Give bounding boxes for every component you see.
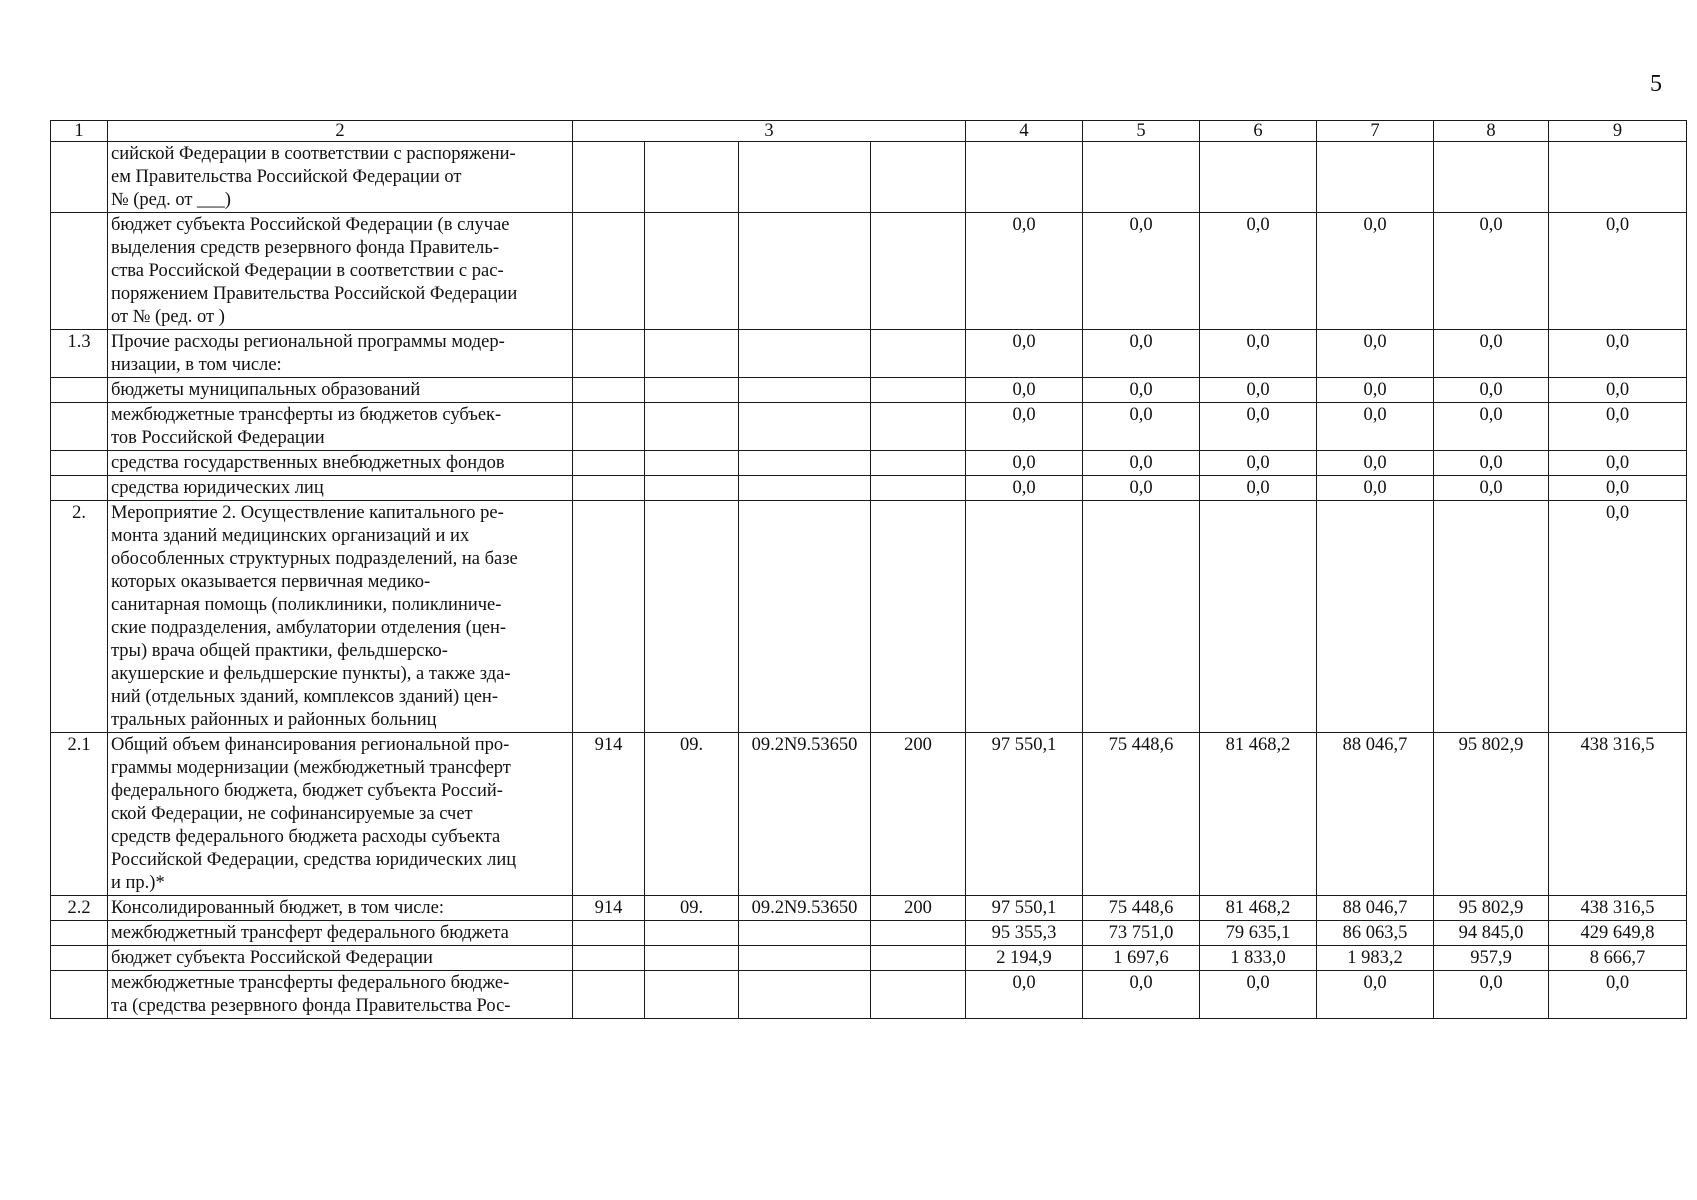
value-col-9: 438 316,5	[1549, 733, 1687, 896]
value-col-8: 0,0	[1434, 378, 1549, 403]
table-row	[51, 946, 1687, 971]
value-col-9: 438 316,5	[1549, 896, 1687, 921]
table-row	[51, 971, 1687, 1019]
row-description: межбюджетные трансферты федерального бюдже- та (средства резервного фонда Правительства Рос-	[108, 971, 573, 1019]
value-col-8: 95 802,9	[1434, 896, 1549, 921]
header-col-4: 4	[966, 121, 1083, 142]
row-description: средства юридических лиц	[108, 476, 573, 501]
row-number	[51, 403, 108, 451]
value-col-4: 0,0	[966, 971, 1083, 1019]
value-col-5	[1083, 501, 1200, 733]
code-chapter	[573, 921, 645, 946]
value-col-5: 73 751,0	[1083, 921, 1200, 946]
value-col-8: 0,0	[1434, 403, 1549, 451]
value-col-5	[1083, 142, 1200, 213]
value-col-4: 97 550,1	[966, 733, 1083, 896]
code-section	[645, 946, 739, 971]
header-col-2: 2	[108, 121, 573, 142]
row-number	[51, 378, 108, 403]
row-number	[51, 142, 108, 213]
value-col-5: 0,0	[1083, 451, 1200, 476]
value-col-6: 81 468,2	[1200, 733, 1317, 896]
value-col-9: 0,0	[1549, 451, 1687, 476]
row-description: бюджет субъекта Российской Федерации (в случае выделения средств резервного фонда Правитель- ства Российской Федерации в соответствии с рас- поряжением Правительства Российской Федерации от № (ред. от )	[108, 213, 573, 330]
code-chapter	[573, 403, 645, 451]
value-col-9: 0,0	[1549, 403, 1687, 451]
code-expense-type	[871, 213, 966, 330]
value-col-6: 0,0	[1200, 213, 1317, 330]
code-chapter	[573, 142, 645, 213]
header-row	[51, 121, 1687, 142]
value-col-6	[1200, 501, 1317, 733]
value-col-6: 0,0	[1200, 378, 1317, 403]
value-col-6: 0,0	[1200, 476, 1317, 501]
value-col-5: 0,0	[1083, 403, 1200, 451]
row-description: межбюджетный трансферт федерального бюджета	[108, 921, 573, 946]
code-target-item	[739, 142, 871, 213]
value-col-4: 95 355,3	[966, 921, 1083, 946]
value-col-4	[966, 142, 1083, 213]
row-description: сийской Федерации в соответствии с распоряжени- ем Правительства Российской Федерации от № (ред. от ___)	[108, 142, 573, 213]
code-target-item	[739, 403, 871, 451]
row-number	[51, 451, 108, 476]
value-col-8	[1434, 501, 1549, 733]
header-col-1: 1	[51, 121, 108, 142]
code-expense-type	[871, 946, 966, 971]
row-description: средства государственных внебюджетных фондов	[108, 451, 573, 476]
table-row	[51, 330, 1687, 378]
value-col-5: 0,0	[1083, 330, 1200, 378]
value-col-4: 0,0	[966, 330, 1083, 378]
code-target-item	[739, 921, 871, 946]
table-row	[51, 921, 1687, 946]
table-row	[51, 896, 1687, 921]
value-col-7: 0,0	[1317, 403, 1434, 451]
code-chapter	[573, 501, 645, 733]
value-col-8: 957,9	[1434, 946, 1549, 971]
table-row	[51, 403, 1687, 451]
value-col-9: 0,0	[1549, 476, 1687, 501]
value-col-4: 0,0	[966, 378, 1083, 403]
value-col-8: 0,0	[1434, 330, 1549, 378]
row-number	[51, 971, 108, 1019]
value-col-4: 2 194,9	[966, 946, 1083, 971]
code-target-item	[739, 330, 871, 378]
code-expense-type	[871, 501, 966, 733]
code-target-item	[739, 971, 871, 1019]
code-expense-type	[871, 451, 966, 476]
value-col-7: 88 046,7	[1317, 896, 1434, 921]
row-number	[51, 476, 108, 501]
value-col-7: 0,0	[1317, 378, 1434, 403]
code-section	[645, 921, 739, 946]
code-target-item: 09.2N9.53650	[739, 733, 871, 896]
value-col-5: 0,0	[1083, 213, 1200, 330]
value-col-8	[1434, 142, 1549, 213]
row-description: бюджет субъекта Российской Федерации	[108, 946, 573, 971]
code-chapter: 914	[573, 733, 645, 896]
value-col-4: 0,0	[966, 451, 1083, 476]
value-col-7: 86 063,5	[1317, 921, 1434, 946]
code-expense-type	[871, 330, 966, 378]
code-chapter	[573, 378, 645, 403]
row-number: 2.	[51, 501, 108, 733]
row-number	[51, 921, 108, 946]
row-description: межбюджетные трансферты из бюджетов субъек- тов Российской Федерации	[108, 403, 573, 451]
value-col-6: 0,0	[1200, 330, 1317, 378]
code-chapter	[573, 213, 645, 330]
code-section	[645, 971, 739, 1019]
page-number: 5	[1650, 71, 1662, 97]
table-body	[51, 142, 1687, 1019]
value-col-7: 88 046,7	[1317, 733, 1434, 896]
header-col-6: 6	[1200, 121, 1317, 142]
code-expense-type	[871, 971, 966, 1019]
code-target-item	[739, 213, 871, 330]
header-col-3: 3	[573, 121, 966, 142]
value-col-8: 0,0	[1434, 476, 1549, 501]
code-section	[645, 451, 739, 476]
value-col-5: 75 448,6	[1083, 896, 1200, 921]
row-number	[51, 946, 108, 971]
code-expense-type	[871, 921, 966, 946]
value-col-9: 0,0	[1549, 213, 1687, 330]
value-col-6	[1200, 142, 1317, 213]
code-target-item	[739, 501, 871, 733]
value-col-8: 0,0	[1434, 451, 1549, 476]
code-section	[645, 330, 739, 378]
value-col-4: 0,0	[966, 213, 1083, 330]
value-col-6: 0,0	[1200, 971, 1317, 1019]
row-number: 2.2	[51, 896, 108, 921]
value-col-7	[1317, 501, 1434, 733]
value-col-9: 0,0	[1549, 971, 1687, 1019]
header-col-5: 5	[1083, 121, 1200, 142]
row-number: 2.1	[51, 733, 108, 896]
value-col-7: 0,0	[1317, 971, 1434, 1019]
value-col-6: 0,0	[1200, 451, 1317, 476]
value-col-5: 75 448,6	[1083, 733, 1200, 896]
value-col-9: 0,0	[1549, 378, 1687, 403]
code-section	[645, 501, 739, 733]
row-description: бюджеты муниципальных образований	[108, 378, 573, 403]
budget-table	[50, 120, 1687, 1019]
code-section	[645, 378, 739, 403]
row-number	[51, 213, 108, 330]
code-section: 09.	[645, 896, 739, 921]
value-col-9: 0,0	[1549, 330, 1687, 378]
header-col-7: 7	[1317, 121, 1434, 142]
code-target-item	[739, 378, 871, 403]
value-col-5: 0,0	[1083, 476, 1200, 501]
code-target-item	[739, 451, 871, 476]
header-col-8: 8	[1434, 121, 1549, 142]
value-col-4: 97 550,1	[966, 896, 1083, 921]
code-expense-type	[871, 142, 966, 213]
code-target-item	[739, 946, 871, 971]
code-chapter	[573, 476, 645, 501]
code-target-item: 09.2N9.53650	[739, 896, 871, 921]
table-row	[51, 733, 1687, 896]
value-col-7: 1 983,2	[1317, 946, 1434, 971]
code-expense-type	[871, 403, 966, 451]
code-chapter	[573, 330, 645, 378]
value-col-9: 8 666,7	[1549, 946, 1687, 971]
value-col-4: 0,0	[966, 476, 1083, 501]
value-col-7: 0,0	[1317, 451, 1434, 476]
value-col-4	[966, 501, 1083, 733]
code-section	[645, 403, 739, 451]
value-col-5: 0,0	[1083, 378, 1200, 403]
row-description: Консолидированный бюджет, в том числе:	[108, 896, 573, 921]
code-expense-type	[871, 378, 966, 403]
table-row	[51, 501, 1687, 733]
value-col-6: 79 635,1	[1200, 921, 1317, 946]
value-col-6: 81 468,2	[1200, 896, 1317, 921]
code-chapter: 914	[573, 896, 645, 921]
value-col-7	[1317, 142, 1434, 213]
code-target-item	[739, 476, 871, 501]
code-chapter	[573, 946, 645, 971]
row-number: 1.3	[51, 330, 108, 378]
code-section: 09.	[645, 733, 739, 896]
table-row	[51, 476, 1687, 501]
value-col-8: 0,0	[1434, 213, 1549, 330]
value-col-8: 94 845,0	[1434, 921, 1549, 946]
value-col-9: 429 649,8	[1549, 921, 1687, 946]
code-chapter	[573, 971, 645, 1019]
value-col-9	[1549, 142, 1687, 213]
value-col-5: 0,0	[1083, 971, 1200, 1019]
row-description: Общий объем финансирования региональной про- граммы модернизации (межбюджетный трансферт федерального бюджета, бюджет субъекта Россий- ской Федерации, не софинансируемые за счет средств федерального бюджета расходы субъекта Российской Федерации, средства юридических лиц и пр.)*	[108, 733, 573, 896]
value-col-7: 0,0	[1317, 330, 1434, 378]
header-col-9: 9	[1549, 121, 1687, 142]
row-description: Прочие расходы региональной программы модер- низации, в том числе:	[108, 330, 573, 378]
table-row	[51, 451, 1687, 476]
code-section	[645, 476, 739, 501]
value-col-8: 0,0	[1434, 971, 1549, 1019]
code-expense-type: 200	[871, 896, 966, 921]
table-row	[51, 142, 1687, 213]
code-section	[645, 213, 739, 330]
table-row	[51, 213, 1687, 330]
code-chapter	[573, 451, 645, 476]
value-col-7: 0,0	[1317, 476, 1434, 501]
value-col-7: 0,0	[1317, 213, 1434, 330]
value-col-9: 0,0	[1549, 501, 1687, 733]
code-expense-type: 200	[871, 733, 966, 896]
table-row	[51, 378, 1687, 403]
row-description: Мероприятие 2. Осуществление капитального ре- монта зданий медицинских организаций и их обособленных структурных подразделений, на базе которых оказывается первичная медико- санитарная помощь (поликлиники, поликлиниче- ские подразделения, амбулатории отделения (цен- тры) врача общей практики, фельдшерско- акушерские и фельдшерские пункты), а также зда- ний (отдельных зданий, комплексов зданий) цен- тральных районных и районных больниц	[108, 501, 573, 733]
code-expense-type	[871, 476, 966, 501]
code-section	[645, 142, 739, 213]
value-col-8: 95 802,9	[1434, 733, 1549, 896]
budget-table-container	[50, 120, 1686, 1019]
value-col-6: 0,0	[1200, 403, 1317, 451]
value-col-4: 0,0	[966, 403, 1083, 451]
value-col-5: 1 697,6	[1083, 946, 1200, 971]
value-col-6: 1 833,0	[1200, 946, 1317, 971]
